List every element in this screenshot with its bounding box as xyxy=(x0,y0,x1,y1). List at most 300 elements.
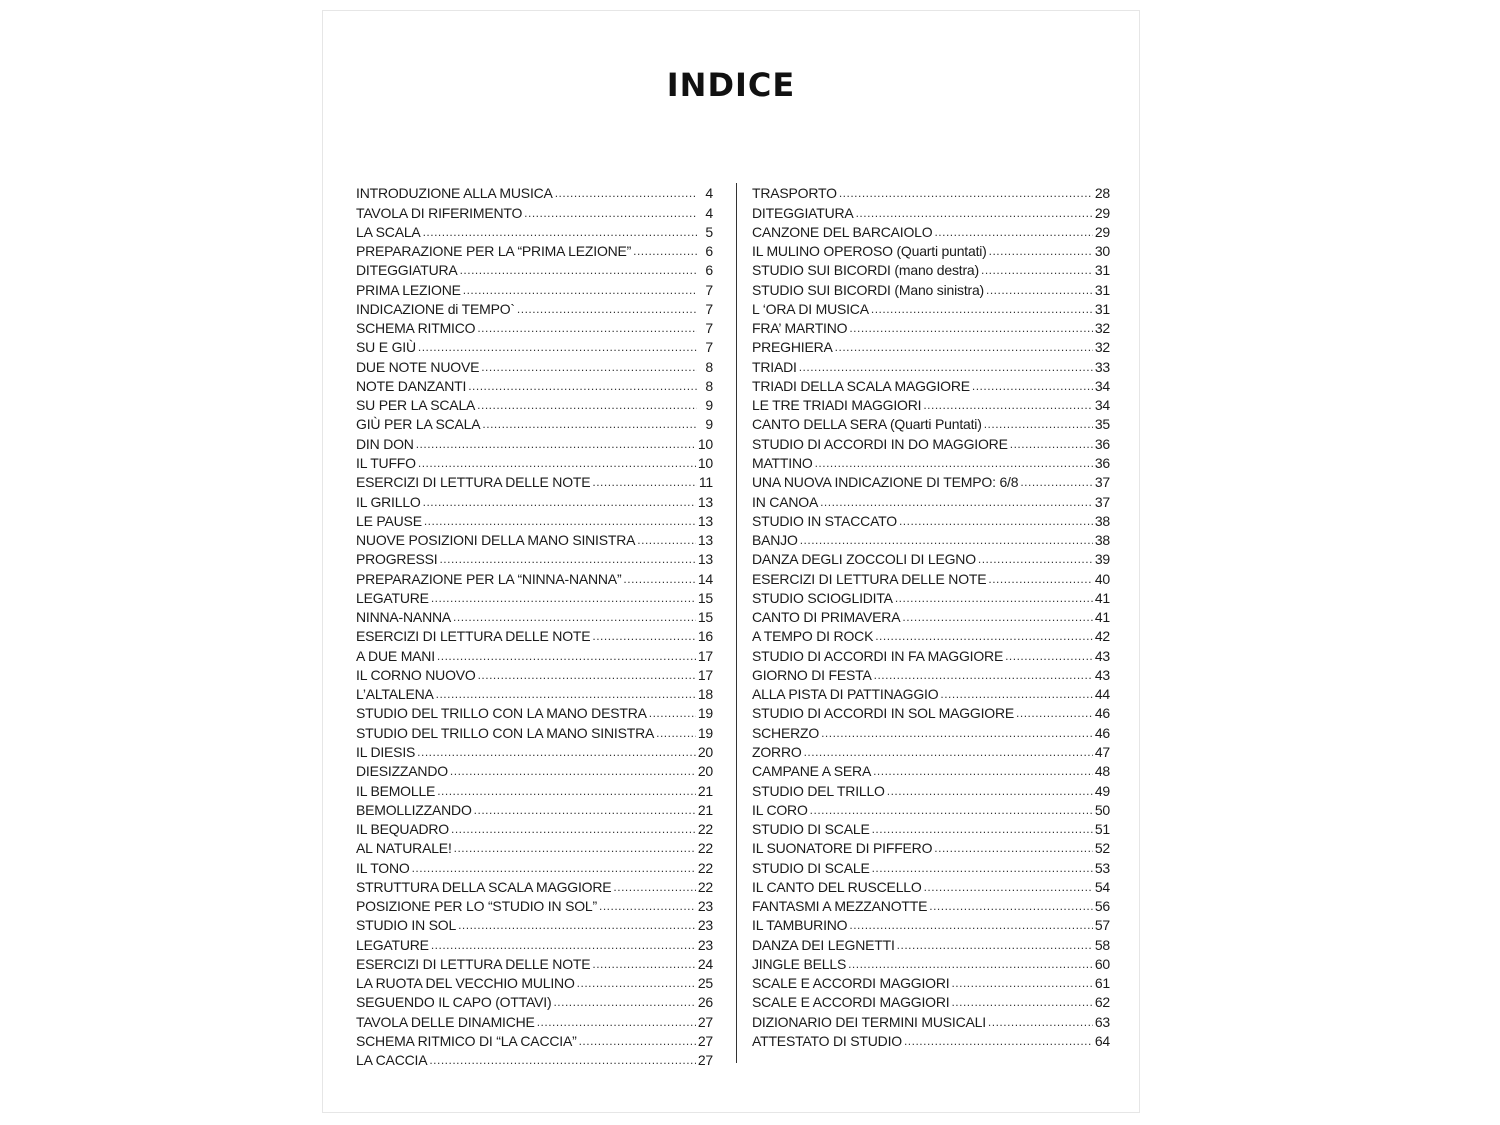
toc-entry xyxy=(752,182,1110,201)
toc-entry-page: 40 xyxy=(1094,570,1110,587)
toc-entry-title: TRIADI DELLA SCALA MAGGIORE xyxy=(752,377,970,394)
toc-dot-leader xyxy=(482,416,697,432)
toc-entry-page: 43 xyxy=(1094,666,1110,683)
toc-dot-leader xyxy=(874,667,1093,683)
toc-entry xyxy=(356,914,713,933)
toc-entry-title: STUDIO DI ACCORDI IN SOL MAGGIORE xyxy=(752,705,1015,722)
toc-entry-title: IL CORO xyxy=(752,801,808,818)
toc-dot-leader xyxy=(934,840,1093,856)
toc-entry-page: 60 xyxy=(1094,955,1110,972)
toc-entry xyxy=(356,587,713,606)
toc-dot-leader xyxy=(517,301,697,317)
toc-entry-page: 34 xyxy=(1094,377,1110,394)
toc-dot-leader xyxy=(451,821,696,837)
toc-entry-page: 15 xyxy=(697,589,713,606)
toc-entry-title: TAVOLA DELLE DINAMICHE xyxy=(356,1013,535,1030)
toc-entry-page: 47 xyxy=(1094,743,1110,760)
toc-dot-leader xyxy=(820,494,1093,510)
toc-dot-leader xyxy=(849,320,1092,336)
toc-dot-leader xyxy=(623,571,695,587)
toc-entry-page: 4 xyxy=(705,204,713,221)
toc-entry-title: LA SCALA xyxy=(356,223,421,240)
toc-dot-leader xyxy=(895,590,1093,606)
toc-entry-title: TRIADI xyxy=(752,358,797,375)
toc-entry xyxy=(752,259,1110,278)
toc-entry-page: 58 xyxy=(1094,936,1110,953)
toc-entry-page: 52 xyxy=(1094,840,1110,857)
toc-entry-title: TAVOLA DI RIFERIMENTO xyxy=(356,204,523,221)
toc-dot-leader xyxy=(988,1014,1093,1030)
toc-entry-page: 64 xyxy=(1094,1032,1110,1049)
toc-entry-page: 41 xyxy=(1094,609,1110,626)
toc-entry-page: 5 xyxy=(705,223,713,240)
toc-entry-title: SCALE E ACCORDI MAGGIORI xyxy=(752,994,950,1011)
toc-entry-page: 17 xyxy=(697,666,713,683)
toc-dot-leader xyxy=(800,532,1093,548)
toc-entry xyxy=(752,394,1110,413)
toc-entry-title: IL MULINO OPEROSO (Quarti puntati) xyxy=(752,243,987,260)
toc-entry-title: FANTASMI A MEZZANOTTE xyxy=(752,898,928,915)
toc-entry-title: ATTESTATO DI STUDIO xyxy=(752,1032,902,1049)
toc-dot-leader xyxy=(821,725,1093,741)
toc-entry xyxy=(356,548,713,567)
toc-entry-title: UNA NUOVA INDICAZIONE DI TEMPO: 6/8 xyxy=(752,474,1019,491)
toc-entry-page: 37 xyxy=(1094,474,1110,491)
toc-entry-title: FRA’ MARTINO xyxy=(752,320,848,337)
toc-dot-leader xyxy=(477,320,697,336)
toc-entry-title: IL GRILLO xyxy=(356,493,421,510)
toc-entry-page: 36 xyxy=(1094,435,1110,452)
toc-entry xyxy=(752,991,1110,1010)
toc-entry xyxy=(356,510,713,529)
toc-entry-title: IL TAMBURINO xyxy=(752,917,848,934)
toc-dot-leader xyxy=(437,648,696,664)
toc-entry-title: L ‘ORA DI MUSICA xyxy=(752,300,869,317)
toc-entry xyxy=(356,490,713,509)
toc-entry-page: 7 xyxy=(705,339,713,356)
toc-entry xyxy=(752,856,1110,875)
toc-dot-leader xyxy=(1005,648,1093,664)
toc-entry-title: ESERCIZI DI LETTURA DELLE NOTE xyxy=(356,474,591,491)
toc-entry xyxy=(356,779,713,798)
toc-entry xyxy=(752,548,1110,567)
toc-entry xyxy=(356,876,713,895)
toc-entry xyxy=(356,221,713,240)
toc-entry xyxy=(752,799,1110,818)
toc-dot-leader xyxy=(463,282,697,298)
toc-entry-title: STUDIO DI SCALE xyxy=(752,859,870,876)
toc-entry xyxy=(356,336,713,355)
toc-entry-page: 19 xyxy=(697,724,713,741)
toc-entry-title: BEMOLLIZZANDO xyxy=(356,801,472,818)
toc-entry-title: NOTE DANZANTI xyxy=(356,377,467,394)
toc-entry-page: 15 xyxy=(697,609,713,626)
toc-entry xyxy=(752,876,1110,895)
toc-entry-title: INTRODUZIONE ALLA MUSICA xyxy=(356,185,553,202)
toc-dot-leader xyxy=(951,994,1092,1010)
toc-entry-page: 11 xyxy=(698,474,713,491)
toc-entry xyxy=(752,914,1110,933)
toc-entry-page: 19 xyxy=(697,705,713,722)
toc-entry-title: SCHEMA RITMICO DI “LA CACCIA” xyxy=(356,1032,577,1049)
toc-entry xyxy=(356,1010,713,1029)
toc-entry-page: 24 xyxy=(697,955,713,972)
toc-entry-title: STUDIO DEL TRILLO CON LA MANO DESTRA xyxy=(356,705,647,722)
toc-entry xyxy=(356,201,713,220)
toc-entry xyxy=(752,317,1110,336)
toc-entry-title: GIORNO DI FESTA xyxy=(752,666,872,683)
toc-entry-page: 23 xyxy=(697,898,713,915)
toc-dot-leader xyxy=(454,840,696,856)
toc-entry-title: DITEGGIATURA xyxy=(752,204,854,221)
toc-entry-page: 26 xyxy=(697,994,713,1011)
toc-dot-leader xyxy=(988,571,1092,587)
toc-entry-page: 23 xyxy=(697,936,713,953)
toc-entry-title: SCHEMA RITMICO xyxy=(356,320,476,337)
toc-entry-title: LEGATURE xyxy=(356,936,429,953)
toc-entry-title: NINNA-NANNA xyxy=(356,609,452,626)
toc-entry-title: STUDIO DI ACCORDI IN DO MAGGIORE xyxy=(752,435,1008,452)
toc-entry-title: IN CANOA xyxy=(752,493,819,510)
toc-entry-title: LEGATURE xyxy=(356,589,429,606)
toc-entry xyxy=(356,355,713,374)
toc-entry-page: 29 xyxy=(1094,204,1110,221)
toc-entry-page: 8 xyxy=(705,377,713,394)
toc-entry-title: NUOVE POSIZIONI DELLA MANO SINISTRA xyxy=(356,532,636,549)
toc-entry-page: 6 xyxy=(705,243,713,260)
toc-entry-title: IL DIESIS xyxy=(356,743,416,760)
toc-entry xyxy=(356,799,713,818)
toc-entry xyxy=(356,606,713,625)
toc-entry xyxy=(752,529,1110,548)
toc-entry xyxy=(752,278,1110,297)
toc-entry-title: DANZA DEGLI ZOCCOLI DI LEGNO xyxy=(752,551,976,568)
toc-dot-leader xyxy=(431,590,696,606)
toc-entry-title: PREPARAZIONE PER LA “NINNA-NANNA” xyxy=(356,570,622,587)
toc-entry-page: 7 xyxy=(705,300,713,317)
toc-entry xyxy=(356,375,713,394)
toc-entry-title: INDICAZIONE di TEMPO` xyxy=(356,300,515,317)
toc-entry-title: L’ALTALENA xyxy=(356,686,434,703)
toc-entry-title: SEGUENDO IL CAPO (OTTAVI) xyxy=(356,994,552,1011)
toc-dot-leader xyxy=(437,783,696,799)
toc-dot-leader xyxy=(423,224,697,240)
toc-entry-page: 37 xyxy=(1094,493,1110,510)
toc-entry-title: LE PAUSE xyxy=(356,512,422,529)
toc-dot-leader xyxy=(450,763,696,779)
toc-entry-page: 7 xyxy=(705,281,713,298)
toc-entry-page: 29 xyxy=(1094,223,1110,240)
toc-entry xyxy=(356,644,713,663)
toc-entry xyxy=(356,413,713,432)
toc-dot-leader xyxy=(412,860,696,876)
toc-entry-title: STUDIO IN SOL xyxy=(356,917,457,934)
toc-entry-title: IL TUFFO xyxy=(356,454,416,471)
toc-dot-leader xyxy=(849,917,1092,933)
toc-entry xyxy=(356,741,713,760)
toc-dot-leader xyxy=(633,243,697,259)
toc-entry xyxy=(356,471,713,490)
toc-entry-page: 54 xyxy=(1094,878,1110,895)
toc-entry xyxy=(752,702,1110,721)
toc-entry-title: STUDIO IN STACCATO xyxy=(752,512,897,529)
toc-right-column xyxy=(752,182,1110,1049)
toc-entry-title: PREGHIERA xyxy=(752,339,833,356)
toc-entry xyxy=(356,895,713,914)
toc-dot-leader xyxy=(613,879,695,895)
toc-entry xyxy=(752,587,1110,606)
toc-dot-leader xyxy=(417,744,696,760)
toc-entry-title: IL SUONATORE DI PIFFERO xyxy=(752,840,933,857)
toc-dot-leader xyxy=(872,821,1093,837)
toc-entry-page: 38 xyxy=(1094,532,1110,549)
toc-entry-title: GIÙ PER LA SCALA xyxy=(356,416,481,433)
toc-entry xyxy=(356,818,713,837)
toc-entry-title: ESERCIZI DI LETTURA DELLE NOTE xyxy=(752,570,987,587)
toc-entry-page: 4 xyxy=(705,185,713,202)
toc-dot-leader xyxy=(810,802,1093,818)
toc-entry xyxy=(752,510,1110,529)
toc-dot-leader xyxy=(431,937,696,953)
toc-entry-title: STUDIO DEL TRILLO xyxy=(752,782,885,799)
toc-dot-leader xyxy=(439,551,695,567)
toc-entry-page: 27 xyxy=(697,1052,713,1069)
toc-entry-page: 25 xyxy=(697,975,713,992)
toc-dot-leader xyxy=(856,205,1093,221)
toc-entry-title: JINGLE BELLS xyxy=(752,955,847,972)
toc-entry-page: 63 xyxy=(1094,1013,1110,1030)
toc-entry-page: 43 xyxy=(1094,647,1110,664)
toc-entry xyxy=(356,856,713,875)
toc-entry-page: 51 xyxy=(1094,821,1110,838)
toc-entry xyxy=(356,837,713,856)
toc-entry-page: 27 xyxy=(697,1032,713,1049)
toc-dot-leader xyxy=(940,686,1092,702)
toc-entry xyxy=(752,413,1110,432)
toc-entry-title: DUE NOTE NUOVE xyxy=(356,358,480,375)
toc-dot-leader xyxy=(460,262,697,278)
toc-entry-page: 35 xyxy=(1094,416,1110,433)
toc-dot-leader xyxy=(871,301,1093,317)
toc-entry-title: IL BEMOLLE xyxy=(356,782,436,799)
document-page xyxy=(322,10,1140,1113)
toc-entry-page: 7 xyxy=(705,320,713,337)
toc-entry-page: 57 xyxy=(1094,917,1110,934)
toc-left-column xyxy=(356,182,713,1068)
toc-entry xyxy=(356,240,713,259)
toc-entry-page: 32 xyxy=(1094,320,1110,337)
toc-entry xyxy=(752,664,1110,683)
toc-dot-leader xyxy=(839,185,1093,201)
toc-entry-title: PRIMA LEZIONE xyxy=(356,281,461,298)
toc-entry xyxy=(356,972,713,991)
toc-entry xyxy=(356,664,713,683)
toc-entry xyxy=(752,972,1110,991)
toc-entry-page: 10 xyxy=(697,454,713,471)
toc-entry-title: PROGRESSI xyxy=(356,551,438,568)
toc-entry-title: DITEGGIATURA xyxy=(356,262,458,279)
toc-entry xyxy=(356,683,713,702)
toc-entry-page: 56 xyxy=(1094,898,1110,915)
toc-entry xyxy=(356,259,713,278)
toc-entry-page: 21 xyxy=(697,782,713,799)
toc-entry-page: 22 xyxy=(697,859,713,876)
toc-dot-leader xyxy=(592,628,695,644)
toc-dot-leader xyxy=(902,609,1092,625)
toc-entry xyxy=(356,1030,713,1049)
toc-entry xyxy=(752,240,1110,259)
toc-entry xyxy=(356,394,713,413)
toc-dot-leader xyxy=(474,802,696,818)
toc-dot-leader xyxy=(553,994,695,1010)
toc-entry-page: 13 xyxy=(697,532,713,549)
toc-entry xyxy=(752,818,1110,837)
toc-entry-page: 31 xyxy=(1094,281,1110,298)
toc-entry-title: STUDIO DI ACCORDI IN FA MAGGIORE xyxy=(752,647,1004,664)
toc-dot-leader xyxy=(1016,705,1093,721)
toc-dot-leader xyxy=(984,416,1093,432)
toc-entry xyxy=(752,490,1110,509)
toc-entry-title: TRASPORTO xyxy=(752,185,837,202)
toc-dot-leader xyxy=(799,359,1093,375)
toc-entry-title: CANTO DELLA SERA (Quarti Puntati) xyxy=(752,416,982,433)
toc-entry-title: SU PER LA SCALA xyxy=(356,397,476,414)
toc-entry-title: LA CACCIA xyxy=(356,1052,428,1069)
toc-entry-title: CANZONE DEL BARCAIOLO xyxy=(752,223,933,240)
toc-entry xyxy=(752,298,1110,317)
toc-entry-page: 22 xyxy=(697,821,713,838)
toc-entry xyxy=(356,567,713,586)
toc-entry-page: 9 xyxy=(705,397,713,414)
toc-dot-leader xyxy=(458,917,696,933)
toc-entry xyxy=(752,683,1110,702)
toc-entry xyxy=(356,452,713,471)
toc-entry-title: DIN DON xyxy=(356,435,414,452)
toc-entry xyxy=(752,644,1110,663)
toc-entry xyxy=(752,452,1110,471)
toc-dot-leader xyxy=(436,686,696,702)
toc-dot-leader xyxy=(1010,436,1093,452)
toc-dot-leader xyxy=(887,783,1093,799)
toc-entry xyxy=(356,1049,713,1068)
toc-entry-title: SCHERZO xyxy=(752,724,820,741)
toc-entry-title: A TEMPO DI ROCK xyxy=(752,628,874,645)
toc-dot-leader xyxy=(416,436,696,452)
toc-entry-title: STUDIO DEL TRILLO CON LA MANO SINISTRA xyxy=(356,724,655,741)
toc-entry xyxy=(356,298,713,317)
toc-entry-page: 16 xyxy=(697,628,713,645)
toc-entry xyxy=(356,278,713,297)
toc-entry-page: 31 xyxy=(1094,262,1110,279)
toc-dot-leader xyxy=(418,339,697,355)
toc-entry xyxy=(356,317,713,336)
toc-entry xyxy=(752,606,1110,625)
toc-entry xyxy=(752,779,1110,798)
toc-entry xyxy=(752,355,1110,374)
toc-dot-leader xyxy=(656,725,696,741)
toc-entry-title: DIZIONARIO DEI TERMINI MUSICALI xyxy=(752,1013,986,1030)
column-divider xyxy=(736,183,737,1063)
toc-entry xyxy=(356,625,713,644)
toc-dot-leader xyxy=(929,898,1093,914)
toc-dot-leader xyxy=(592,474,696,490)
toc-entry-page: 28 xyxy=(1094,185,1110,202)
toc-dot-leader xyxy=(989,243,1093,259)
toc-entry xyxy=(356,991,713,1010)
toc-entry-page: 14 xyxy=(697,570,713,587)
toc-entry-page: 22 xyxy=(697,878,713,895)
toc-dot-leader xyxy=(848,956,1093,972)
toc-entry-page: 20 xyxy=(697,763,713,780)
toc-entry xyxy=(752,721,1110,740)
toc-entry-title: IL CORNO NUOVO xyxy=(356,666,476,683)
toc-entry-page: 48 xyxy=(1094,763,1110,780)
toc-dot-leader xyxy=(875,628,1093,644)
toc-entry xyxy=(752,741,1110,760)
toc-entry-page: 34 xyxy=(1094,397,1110,414)
toc-entry-title: ZORRO xyxy=(752,743,802,760)
toc-entry xyxy=(752,953,1110,972)
toc-entry-page: 13 xyxy=(697,493,713,510)
toc-entry-page: 8 xyxy=(705,358,713,375)
toc-entry-title: STUDIO DI SCALE xyxy=(752,821,870,838)
toc-entry-title: ESERCIZI DI LETTURA DELLE NOTE xyxy=(356,628,591,645)
toc-entry-title: SU E GIÙ xyxy=(356,339,416,356)
toc-entry xyxy=(752,221,1110,240)
toc-entry xyxy=(356,760,713,779)
toc-dot-leader xyxy=(637,532,696,548)
toc-entry-page: 27 xyxy=(697,1013,713,1030)
toc-entry-page: 46 xyxy=(1094,724,1110,741)
toc-entry-page: 10 xyxy=(697,435,713,452)
toc-entry-page: 20 xyxy=(697,743,713,760)
toc-entry xyxy=(752,760,1110,779)
toc-entry-title: LE TRE TRIADI MAGGIORI xyxy=(752,397,922,414)
toc-entry-title: ESERCIZI DI LETTURA DELLE NOTE xyxy=(356,955,591,972)
toc-entry-page: 50 xyxy=(1094,801,1110,818)
toc-dot-leader xyxy=(986,282,1093,298)
toc-dot-leader xyxy=(429,1052,695,1068)
toc-entry-title: STUDIO SUI BICORDI (Mano sinistra) xyxy=(752,281,985,298)
toc-dot-leader xyxy=(978,551,1093,567)
toc-dot-leader xyxy=(424,513,696,529)
toc-dot-leader xyxy=(981,262,1093,278)
toc-dot-leader xyxy=(423,494,696,510)
toc-entry-title: POSIZIONE PER LO “STUDIO IN SOL” xyxy=(356,898,597,915)
toc-dot-leader xyxy=(1020,474,1092,490)
toc-dot-leader xyxy=(477,397,697,413)
toc-entry-page: 22 xyxy=(697,840,713,857)
toc-entry-page: 33 xyxy=(1094,358,1110,375)
toc-dot-leader xyxy=(537,1014,696,1030)
toc-entry-page: 44 xyxy=(1094,686,1110,703)
toc-dot-leader xyxy=(835,339,1093,355)
toc-dot-leader xyxy=(923,397,1092,413)
toc-entry-title: DANZA DEI LEGNETTI xyxy=(752,936,895,953)
toc-entry-page: 21 xyxy=(697,801,713,818)
toc-entry xyxy=(356,529,713,548)
toc-entry-page: 62 xyxy=(1094,994,1110,1011)
toc-entry-title: DIESIZZANDO xyxy=(356,763,448,780)
toc-entry-title: MATTINO xyxy=(752,454,813,471)
toc-entry-title: BANJO xyxy=(752,532,798,549)
toc-entry-page: 49 xyxy=(1094,782,1110,799)
toc-entry xyxy=(752,471,1110,490)
toc-entry-page: 39 xyxy=(1094,551,1110,568)
toc-entry xyxy=(356,953,713,972)
toc-entry-page: 9 xyxy=(705,416,713,433)
toc-entry xyxy=(752,1010,1110,1029)
